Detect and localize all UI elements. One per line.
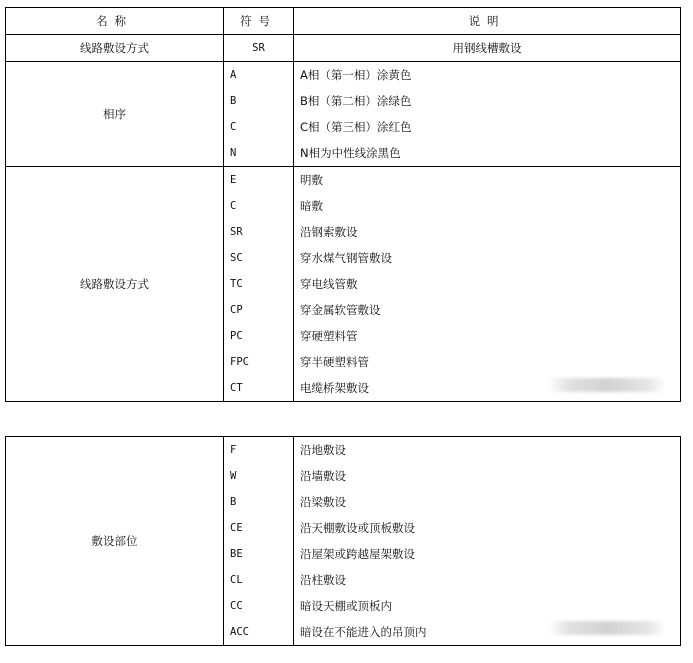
desc-cell: 穿电线管敷 bbox=[294, 271, 681, 297]
desc-cell: 明敷 bbox=[294, 167, 681, 194]
desc-cell: A相（第一相）涂黄色 bbox=[294, 62, 681, 89]
desc-cell: 电缆桥架敷设 bbox=[294, 375, 681, 402]
table-row bbox=[6, 437, 681, 464]
code-cell: CT bbox=[224, 375, 294, 402]
group-name-phase: 相序 bbox=[6, 62, 224, 167]
code-cell: SC bbox=[224, 245, 294, 271]
code-cell: TC bbox=[224, 271, 294, 297]
desc-cell: 暗设天棚或顶板内 bbox=[294, 593, 681, 619]
desc-cell: 沿屋架或跨越屋架敷设 bbox=[294, 541, 681, 567]
table-row bbox=[6, 167, 681, 194]
code-cell: SR bbox=[224, 219, 294, 245]
table-row bbox=[6, 35, 681, 62]
desc-cell: 沿梁敷设 bbox=[294, 489, 681, 515]
code-cell: CC bbox=[224, 593, 294, 619]
desc-cell: 沿天棚敷设或顶板敷设 bbox=[294, 515, 681, 541]
code-cell: N bbox=[224, 140, 294, 167]
desc-cell: 穿金属软管敷设 bbox=[294, 297, 681, 323]
code-cell: CL bbox=[224, 567, 294, 593]
desc-cell: 沿柱敷设 bbox=[294, 567, 681, 593]
table-row bbox=[6, 62, 681, 89]
code-cell: PC bbox=[224, 323, 294, 349]
code-cell: F bbox=[224, 437, 294, 464]
blurred-watermark bbox=[548, 621, 666, 635]
desc-cell: N相为中性线涂黑色 bbox=[294, 140, 681, 167]
row-desc-cell: 用钢线槽敷设 bbox=[294, 35, 681, 62]
header-name-cell: 名称 bbox=[6, 8, 224, 35]
desc-cell: 沿钢索敷设 bbox=[294, 219, 681, 245]
code-cell: BE bbox=[224, 541, 294, 567]
code-cell: C bbox=[224, 193, 294, 219]
code-cell: C bbox=[224, 114, 294, 140]
desc-cell: 穿硬塑料管 bbox=[294, 323, 681, 349]
code-cell: FPC bbox=[224, 349, 294, 375]
group-name-wiring: 线路敷设方式 bbox=[6, 167, 224, 402]
desc-cell: 暗敷 bbox=[294, 193, 681, 219]
header-code-cell: 符号 bbox=[224, 8, 294, 35]
desc-cell: 沿地敷设 bbox=[294, 437, 681, 464]
code-cell: A bbox=[224, 62, 294, 89]
code-cell: B bbox=[224, 88, 294, 114]
desc-cell: 暗设在不能进入的吊顶内 bbox=[294, 619, 681, 646]
header-row bbox=[6, 8, 681, 35]
blurred-watermark bbox=[548, 378, 666, 392]
row-name-cell: 线路敷设方式 bbox=[6, 35, 224, 62]
spec-table-upper bbox=[5, 7, 681, 402]
spec-table-lower bbox=[5, 436, 681, 646]
row-code-cell: SR bbox=[224, 35, 294, 62]
desc-cell: 穿水煤气钢管敷设 bbox=[294, 245, 681, 271]
desc-cell: C相（第三相）涂红色 bbox=[294, 114, 681, 140]
header-desc-cell: 说明 bbox=[294, 8, 681, 35]
desc-cell: 穿半硬塑料管 bbox=[294, 349, 681, 375]
desc-cell: 沿墙敷设 bbox=[294, 463, 681, 489]
desc-cell: B相（第二相）涂绿色 bbox=[294, 88, 681, 114]
code-cell: W bbox=[224, 463, 294, 489]
code-cell: CP bbox=[224, 297, 294, 323]
group-name-location: 敷设部位 bbox=[6, 437, 224, 646]
code-cell: E bbox=[224, 167, 294, 194]
code-cell: B bbox=[224, 489, 294, 515]
code-cell: CE bbox=[224, 515, 294, 541]
code-cell: ACC bbox=[224, 619, 294, 646]
